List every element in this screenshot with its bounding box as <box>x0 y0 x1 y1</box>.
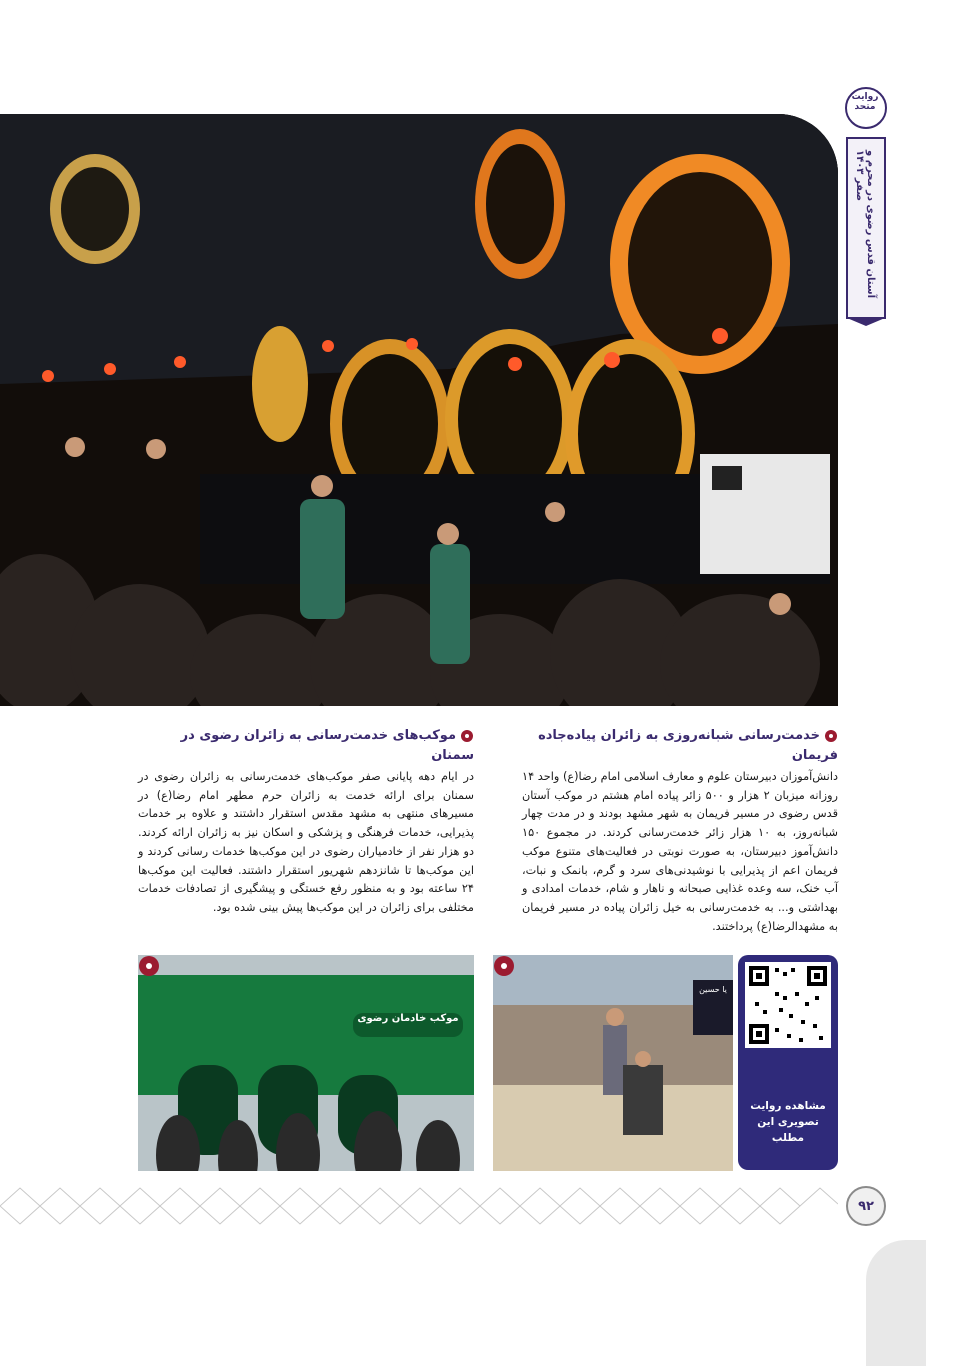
article-left-title: موکب‌های خدمت‌رسانی به زائران رضوی در سمنان <box>180 728 474 763</box>
ribbon-text: آستان قدس رضوی در محرم و صفر ۱۴۰۳ <box>854 150 876 299</box>
photo-right-banner: یا حسین <box>699 985 727 994</box>
hero-scene <box>0 114 838 706</box>
photo-semnan-mokeb <box>138 955 474 1171</box>
photo-semnan-scene <box>138 955 474 1171</box>
flower-icon <box>460 729 474 743</box>
footer-pattern <box>0 1184 838 1228</box>
logo-text: روایت متحد <box>851 92 879 112</box>
flower-icon <box>824 729 838 743</box>
flower-icon <box>493 955 515 977</box>
article-right-title: خدمت‌رسانی شبانه‌روزی به زائران پیاده‌جاده فریمان <box>538 728 838 763</box>
article-left-body: در ایام دهه پایانی صفر موکب‌های خدمت‌رسانی به زائران رضوی در سمنان برای ارائه خدمت به زائران حرم مطهر امام رضا(ع) در مسیرهای منتهی به مشهد مقدس استقرار داشتند و علاوه بر خدمات پذیرایی، خدمات فرهنگی و پزشکی و اسکان نیز به زائران ارائه کردند. دو هزار نفر از خادمیاران رضوی در این موکب‌ها خدمات رسانی کردند و این موکب‌ها تا شانزدهم شهریور استقرار داشتند. فعالیت این موکب‌ها ۲۴ ساعته بود و به منظور رفع خستگی و پیشگیری از تصادفات خدمات مختلفی برای زائران در این موکب‌ها پیش بینی شده بود. <box>138 770 474 914</box>
qr-code[interactable] <box>745 962 831 1048</box>
article-right-body: دانش‌آموزان دبیرستان علوم و معارف اسلامی امام رضا(ع) واحد ۱۴ روزانه میزبان ۲ هزار و ۵۰۰ زائر پیاده امام هشتم در موکب آستان قدس رضوی در مسیر فریمان به شهر مشهد بودند و در مدت چهار شبانه‌روز، به ۱۰ هزار زائر خدمت‌رسانی کردند. در مجموع ۱۵۰ دانش‌آموز دبیرستان، به صورت نوبتی در فعالیت‌های متنوع موکب فریمان اعم از پذیرایی با نوشیدنی‌های سرد و گرم، بانمک و نبات، آب خنک، سه وعده غذایی صبحانه و ناهار و شام، خدمات امدادی و بهداشتی و... به خدمت‌رسانی به خیل زائران پیاده در مسیر فریمان به مشهدالرضا(ع) پرداختند. <box>522 770 838 933</box>
qr-label[interactable]: مشاهده روایت تصویری این مطلب <box>750 1100 826 1144</box>
hero-photo <box>0 114 838 706</box>
flower-icon <box>138 955 160 977</box>
photo-fariman-mokeb <box>493 955 733 1171</box>
photo-left-banner: موکب خادمان رضوی <box>357 1013 459 1024</box>
page-tab <box>866 1240 926 1366</box>
qr-code-pattern <box>745 962 831 1048</box>
page-number: ۹۲ <box>846 1186 886 1226</box>
